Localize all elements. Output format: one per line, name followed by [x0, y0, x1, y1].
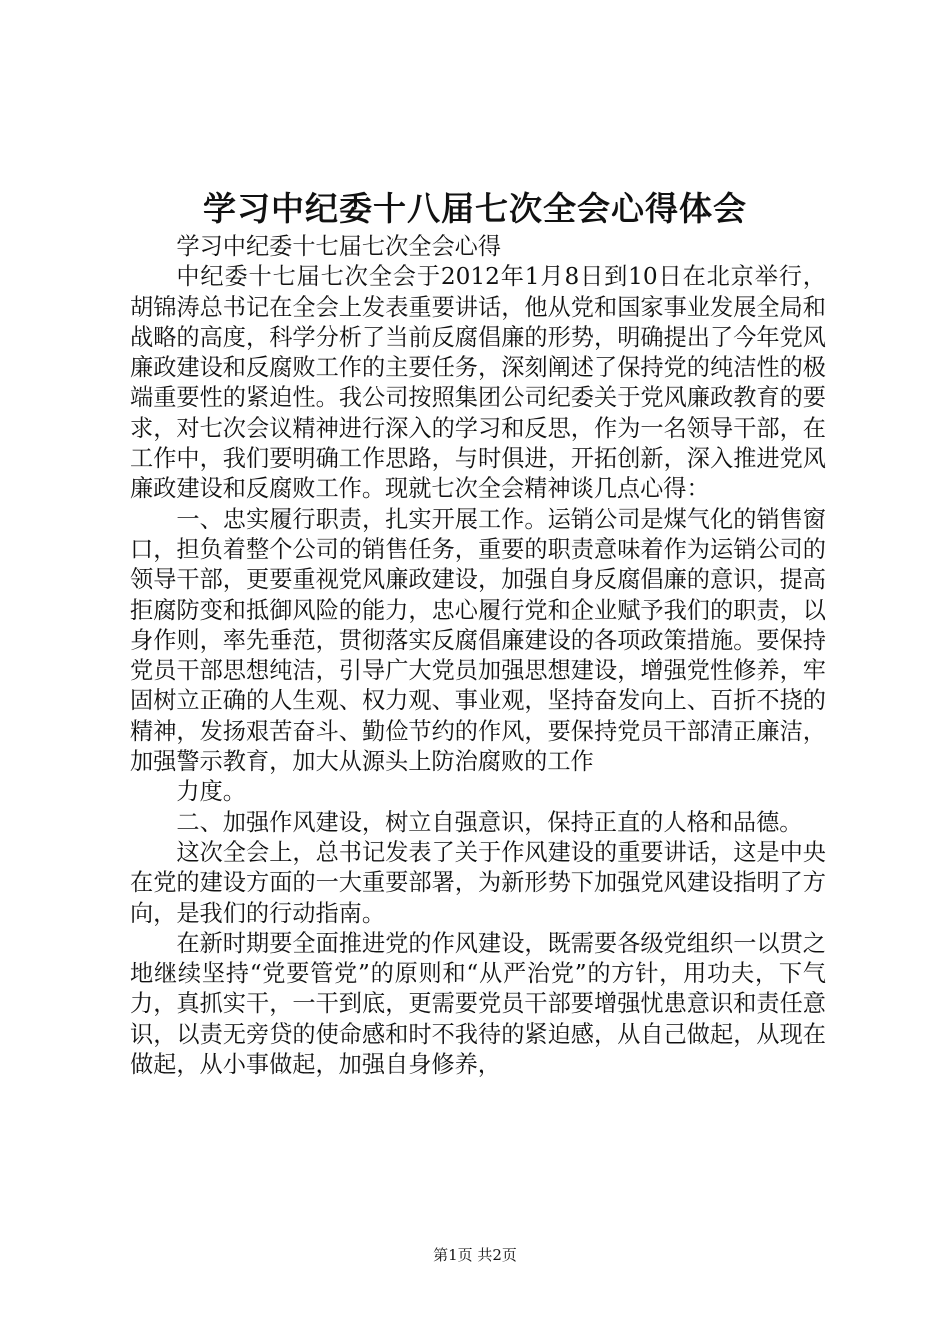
- paragraph-intro: 中纪委十七届七次全会于2012年1月8日到10日在北京举行，胡锦涛总书记在全会上发表重要讲话，他从党和国家事业发展全局和战略的高度，科学分析了当前反腐倡廉的形势，明确提出了今年党风廉政建设和反腐败工作的主要任务，深刻阐述了保持党的纯洁性的极端重要性的紧迫性。我公司按照集团公司纪委关于党风廉政教育的要求，对七次会议精神进行深入的学习和反思，作为一名领导干部，在工作中，我们要明确工作思路，与时俱进，开拓创新，深入推进党风廉政建设和反腐败工作。现就七次全会精神谈几点心得：: [130, 263, 826, 503]
- page-number-footer: 第1页 共2页: [433, 1246, 517, 1264]
- paragraph-point-one: 一、忠实履行职责，扎实开展工作。运销公司是煤气化的销售窗口，担负着整个公司的销售任务，重要的职责意味着作为运销公司的领导干部，更要重视党风廉政建设，加强自身反腐倡廉的意识，提高拒腐防变和抵御风险的能力，忠心履行党和企业赋予我们的职责，以身作则，率先垂范，贯彻落实反腐倡廉建设的各项政策措施。要保持党员干部思想纯洁，引导广大党员加强思想建设，增强党性修养，牢固树立正确的人生观、权力观、事业观，坚持奋发向上、百折不挠的精神，发扬艰苦奋斗、勤俭节约的作风，要保持党员干部清正廉洁，加强警示教育，加大从源头上防治腐败的工作: [130, 505, 826, 776]
- paragraph-point-one-end: 力度。: [176, 778, 246, 806]
- paragraph-style-speech: 这次全会上，总书记发表了关于作风建设的重要讲话，这是中央在党的建设方面的一大重要部署，为新形势下加强党风建设指明了方向，是我们的行动指南。: [130, 838, 826, 927]
- document-body: [130, 232, 826, 1080]
- paragraph-new-period: 在新时期要全面推进党的作风建设，既需要各级党组织一以贯之地继续坚持“党要管党”的原则和“从严治党”的方针，用功夫，下气力，真抓实干，一干到底，更需要党员干部要增强忧患意识和责任意识，以责无旁贷的使命感和时不我待的紧迫感，从自己做起，从现在做起，从小事做起，加强自身修养，: [130, 929, 826, 1079]
- paragraph-subtitle: 学习中纪委十七届七次全会心得: [176, 233, 502, 260]
- paragraph-point-two: 二、加强作风建设，树立自强意识，保持正直的人格和品德。: [176, 808, 803, 836]
- document-title: 学习中纪委十八届七次全会心得体会: [203, 189, 747, 228]
